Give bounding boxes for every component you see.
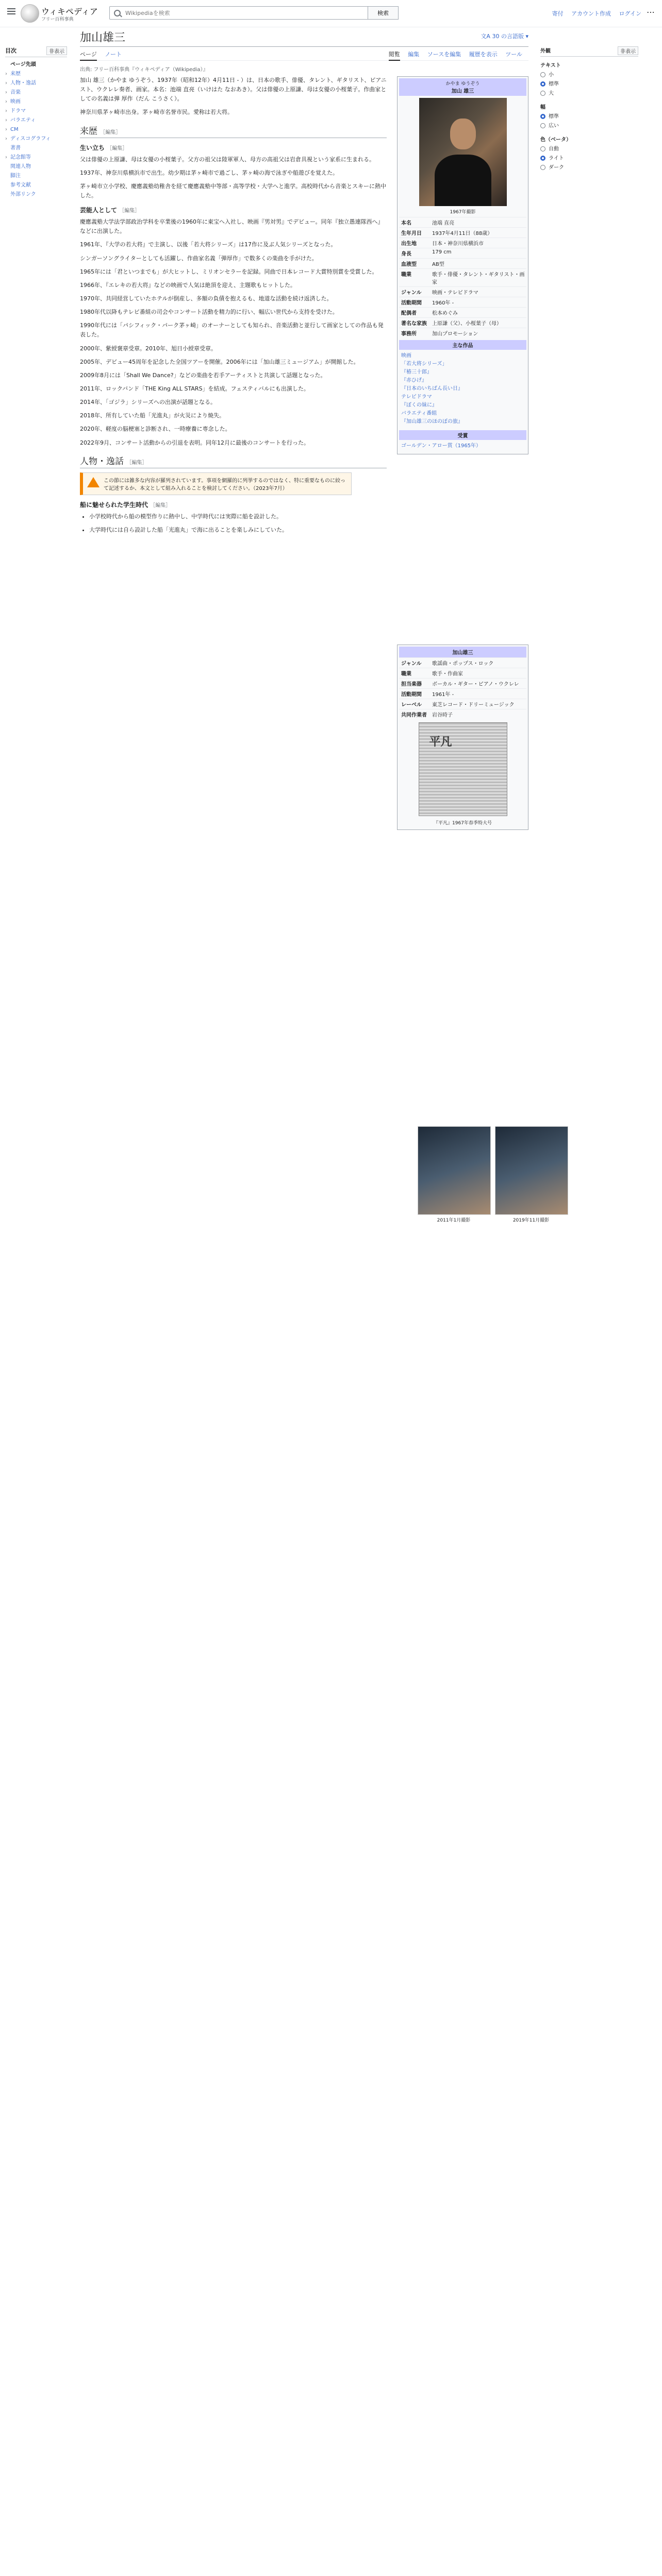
toc-item-label: 関連人物 — [10, 164, 31, 170]
radio-icon[interactable] — [540, 81, 545, 87]
infobox-row — [399, 258, 526, 268]
heading-text: 船に魅せられた学生時代 — [80, 501, 148, 509]
more-icon[interactable]: ⋯ — [647, 7, 655, 17]
toc-item-label: 音楽 — [10, 90, 21, 95]
infobox-row — [399, 297, 526, 307]
notice-text: この節には雑多な内容が羅列されています。事項を網羅的に列挙するのではなく、特に重要なものに絞って記述するか、本文として組み入れることを検討してください。（2023年7月） — [104, 478, 345, 492]
music-infobox-row — [399, 657, 526, 668]
option-label: ライト — [549, 156, 564, 161]
infobox-row — [399, 307, 526, 317]
search-button[interactable]: 検索 — [368, 6, 399, 20]
search-box — [109, 6, 398, 20]
paragraph: 2009年8月には「Shall We Dance?」などの楽曲を若手アーティストと共演して話題となった。 — [80, 371, 326, 379]
article-sections — [80, 124, 387, 535]
paragraph: 茅ヶ崎市立小学校、慶應義塾幼稚舎を経て慶應義塾中等部・高等学校・大学へと進学。高校時代から音楽とスキーに熱中した。 — [80, 182, 386, 199]
appearance-title — [540, 46, 638, 57]
toc-list — [5, 60, 67, 199]
infobox-name: 加山 雄三 — [451, 89, 474, 94]
music-infobox-value: 岩谷時子 — [432, 713, 453, 718]
tagline: フリー百科事典 — [41, 17, 74, 22]
toc-item-label: 映画 — [10, 99, 21, 105]
create-account-link[interactable]: アカウント作成 — [571, 10, 611, 17]
chevron-icon: › — [5, 136, 7, 142]
infobox-key: 活動期間 — [401, 300, 422, 306]
appearance-option[interactable] — [540, 80, 638, 89]
music-infobox-row — [399, 678, 526, 688]
infobox-key: 配偶者 — [401, 311, 417, 316]
infobox-value: 日本・神奈川県横浜市 — [432, 241, 484, 247]
infobox-value: AB型 — [432, 262, 444, 267]
page-title: 加山雄三 — [80, 31, 126, 44]
music-infobox-key: レーベル — [401, 702, 422, 708]
infobox-kana: かやま ゆうぞう — [445, 81, 480, 87]
tab-edit[interactable]: 編集 — [408, 51, 420, 58]
infobox-row — [399, 328, 526, 338]
option-label: 標準 — [549, 114, 559, 120]
header-links — [546, 9, 641, 18]
photo-caption: 1967年撮影 — [450, 210, 476, 215]
toc-item[interactable] — [5, 172, 67, 181]
tab-talk[interactable]: ノート — [105, 51, 122, 58]
infobox-key: 本名 — [401, 221, 411, 226]
warning-icon — [87, 477, 100, 487]
appearance-option[interactable] — [540, 154, 638, 163]
music-infobox-value: 歌謡曲・ポップス・ロック — [432, 661, 494, 667]
music-infobox-key: 活動期間 — [401, 692, 422, 698]
paragraph: 1970年、共同経営していたホテルが倒産し、多額の負債を抱えるも、地道な活動を続け返済した。 — [80, 295, 333, 302]
menu-icon[interactable] — [7, 8, 15, 14]
toc-item[interactable] — [5, 162, 67, 172]
paragraph: 2014年、「ゴジラ」シリーズへの出演が話題となる。 — [80, 399, 216, 406]
edit-link[interactable]: ［編集］ — [126, 460, 147, 466]
magazine-caption: 『平凡』1967年春季特大号 — [434, 821, 492, 826]
tab-edit-source[interactable]: ソースを編集 — [427, 51, 461, 58]
toc-title-text: 目次 — [5, 47, 16, 54]
search-icon — [114, 10, 121, 16]
section-heading — [80, 124, 387, 138]
language-count: 30 の言語版 — [492, 33, 524, 40]
language-button[interactable]: 文A 30 の言語版 ▾ — [481, 33, 528, 40]
radio-icon[interactable] — [540, 114, 545, 119]
infobox-row — [399, 238, 526, 248]
toc-item[interactable] — [5, 134, 67, 144]
infobox-key: 職業 — [401, 272, 411, 278]
toc-item[interactable] — [5, 88, 67, 97]
intro-paragraph: 神奈川県茅ヶ崎市出身。茅ヶ崎市名誉市民。愛称は若大将。 — [80, 109, 233, 116]
work-item[interactable]: 「若大将シリーズ」 — [401, 361, 448, 367]
heading-text: 人物・逸話 — [80, 456, 124, 467]
work-item[interactable]: 映画 — [401, 353, 411, 359]
heading-text: 芸能人として — [80, 207, 118, 214]
list-item: • 大学時代には自ら設計した船「光進丸」で海に出ることを楽しみにしていた。 — [89, 526, 387, 535]
works-header: 主な作品 — [399, 340, 526, 350]
option-label: ダーク — [549, 165, 564, 171]
radio-icon[interactable] — [540, 91, 545, 96]
toc-item[interactable] — [5, 79, 67, 88]
paragraph: 1965年には「君といつまでも」が大ヒットし、ミリオンセラーを記録。同曲で日本レコード大賞特別賞を受賞した。 — [80, 268, 378, 275]
magazine-photo[interactable] — [419, 722, 507, 816]
work-item[interactable]: 『日本のいちばん長い日』 — [401, 386, 463, 392]
option-label: 広い — [549, 123, 559, 129]
infobox-key: 出生地 — [401, 241, 417, 247]
infobox-row — [399, 227, 526, 238]
music-infobox — [397, 645, 528, 830]
paragraph: シンガーソングライターとしても活躍し、作曲家名義「弾厚作」で数多くの楽曲を手がけた。 — [80, 255, 318, 262]
appearance-option[interactable] — [540, 163, 638, 173]
toc-item[interactable] — [5, 125, 67, 134]
toc-item[interactable] — [5, 107, 67, 116]
music-infobox-key: 共同作業者 — [401, 713, 427, 718]
toc-item-label: 人物・逸話 — [10, 80, 36, 86]
infobox-value: 映画・テレビドラマ — [432, 290, 478, 296]
paragraph: 1990年代には「パシフィック・パーク茅ヶ崎」のオーナーとしても知られ、音楽活動と並行して画家としての作品も発表した。 — [80, 322, 384, 338]
radio-icon[interactable] — [540, 72, 545, 77]
music-infobox-row — [399, 688, 526, 699]
section-heading — [80, 206, 387, 214]
edit-link[interactable]: ［編集］ — [107, 145, 128, 151]
tab-tools[interactable]: ツール — [505, 51, 522, 58]
infobox-row — [399, 248, 526, 258]
photo-2011-caption: 2011年1月撮影 — [437, 1218, 471, 1223]
work-item[interactable]: 『ぼくの妹に』 — [401, 402, 437, 408]
infobox-value: 池端 直亮 — [432, 221, 455, 226]
infobox-header — [399, 78, 526, 96]
toc-item[interactable] — [5, 97, 67, 107]
edit-link[interactable]: ［編集］ — [150, 502, 171, 509]
chevron-icon: › — [5, 108, 7, 114]
paragraph: 1961年、『大学の若大将』で主演し、以後「若大将シリーズ」は17作に及ぶ人気シリーズとなった。 — [80, 241, 337, 248]
appearance-option[interactable] — [540, 89, 638, 98]
infobox-row — [399, 217, 526, 227]
music-infobox-row — [399, 668, 526, 678]
music-infobox-key: 職業 — [401, 671, 411, 677]
toc-item[interactable] — [5, 144, 67, 153]
option-label: 大 — [549, 91, 554, 96]
music-infobox-key: ジャンル — [401, 661, 422, 667]
chevron-icon: › — [5, 80, 7, 86]
appearance-groups — [540, 61, 638, 173]
toc-item[interactable] — [5, 116, 67, 125]
toc-item-label: 著書 — [10, 145, 21, 151]
music-infobox-value: ボーカル・ギター・ピアノ・ウクレレ — [432, 682, 519, 687]
music-infobox-value: 東芝レコード・ドリーミュージック — [432, 702, 515, 708]
source-line: 出典: フリー百科事典『ウィキペディア（Wikipedia）』 — [80, 67, 208, 73]
option-label: 自動 — [549, 146, 559, 152]
music-infobox-value: 歌手・作曲家 — [432, 671, 463, 677]
chevron-icon: › — [5, 71, 7, 77]
photo-2019-caption: 2019年11月撮影 — [512, 1218, 550, 1223]
section-heading — [80, 143, 387, 152]
login-link[interactable]: ログイン — [619, 10, 641, 17]
radio-icon[interactable] — [540, 156, 545, 161]
toc-item-label: 記念館等 — [10, 155, 31, 160]
paragraph: 1980年代以降もテレビ番組の司会やコンサート活動を精力的に行い、幅広い世代から支持を受けた。 — [80, 309, 338, 316]
infobox-key: 事務所 — [401, 331, 417, 337]
infobox-row — [399, 317, 526, 328]
toc-item-label: 外部リンク — [10, 192, 36, 197]
paragraph: 2020年、軽度の脳梗塞と診断され、一時療養に専念した。 — [80, 426, 231, 433]
infobox-value: 1960年 - — [432, 300, 454, 306]
photo-2011[interactable] — [418, 1126, 491, 1215]
page-tabs — [80, 47, 528, 61]
infobox-key: 著名な家族 — [401, 321, 427, 327]
infobox-row — [399, 286, 526, 297]
wikipedia-globe-logo[interactable] — [21, 4, 39, 23]
photo-2019[interactable] — [495, 1126, 568, 1215]
infobox-rows — [399, 217, 526, 338]
award-header: 受賞 — [399, 430, 526, 440]
works-list — [399, 350, 526, 428]
toc-item[interactable] — [5, 60, 67, 70]
infobox-key: 生年月日 — [401, 231, 422, 236]
toc-sidebar — [5, 46, 67, 199]
list-item: • 小学校時代から船の模型作りに熱中し、中学時代には実際に船を設計した。 — [89, 512, 387, 521]
option-label: 標準 — [549, 81, 559, 87]
donate-link[interactable]: 寄付 — [552, 10, 564, 17]
toc-item-label: 脚注 — [10, 173, 21, 179]
bullet-list — [89, 526, 387, 535]
radio-icon[interactable] — [540, 146, 545, 151]
music-infobox-header: 加山雄三 — [399, 647, 526, 657]
appearance-group-title: テキスト — [540, 63, 561, 69]
toc-item-label: ドラマ — [10, 108, 26, 114]
toc-item-label: ページ先頭 — [10, 62, 36, 67]
paragraph: 2022年9月、コンサート活動からの引退を表明。同年12月に最後のコンサートを行った。 — [80, 439, 309, 446]
appearance-group-title: 色（ベータ） — [540, 137, 571, 143]
work-item[interactable]: バラエティ番組 — [401, 411, 437, 416]
toc-item[interactable] — [5, 153, 67, 162]
toc-item[interactable] — [5, 190, 67, 199]
tab-read[interactable]: 閲覧 — [389, 51, 400, 61]
heading-text: 来歴 — [80, 126, 97, 137]
music-infobox-key: 担当楽器 — [401, 682, 422, 687]
toc-item-label: バラエティ — [10, 117, 36, 123]
paragraph: 慶應義塾大学法学部政治学科を卒業後の1960年に東宝へ入社し、映画『男対男』でデビュー。同年『独立愚連隊西へ』などに出演した。 — [80, 218, 384, 235]
tab-article[interactable]: ページ — [80, 51, 97, 61]
music-infobox-row — [399, 709, 526, 719]
toc-item-label: 来歴 — [10, 71, 21, 77]
option-label: 小 — [549, 72, 554, 78]
work-item[interactable]: 『赤ひげ』 — [401, 378, 427, 383]
section-heading — [80, 500, 387, 509]
toc-hide-button[interactable]: 非表示 — [46, 46, 67, 55]
edit-link[interactable]: ［編集］ — [119, 208, 140, 214]
site-header — [0, 0, 662, 27]
infobox-row — [399, 268, 526, 286]
toc-title — [5, 46, 67, 57]
appearance-option[interactable] — [540, 122, 638, 131]
appearance-title-text: 外観 — [540, 48, 551, 54]
infobox-key: 血液型 — [401, 262, 417, 267]
paragraph: 1937年、神奈川県横浜市で出生。幼少期は茅ヶ崎市で過ごし、茅ヶ崎の海で泳ぎや船遊びを覚えた。 — [80, 169, 338, 176]
appearance-group-title: 幅 — [540, 105, 545, 110]
paragraph: 2005年、デビュー45周年を記念した全国ツアーを開催。2006年には「加山雄三ミュージアム」が開館した。 — [80, 358, 359, 365]
magazine-title: 平凡 — [429, 736, 452, 749]
infobox-value: 上原謙（父）、小桜葉子（母） — [432, 321, 502, 327]
bullet-list — [89, 512, 387, 521]
infobox-value: 歌手・俳優・タレント・ギタリスト・画家 — [432, 272, 525, 285]
toc-item[interactable] — [5, 70, 67, 79]
radio-icon[interactable] — [540, 123, 545, 128]
infobox-value: 179 cm — [432, 249, 452, 255]
appearance-panel — [540, 46, 638, 173]
music-infobox-value: 1961年 - — [432, 692, 454, 698]
toc-item-label: ディスコグラフィ — [10, 136, 51, 142]
radio-icon[interactable] — [540, 165, 545, 170]
toc-item-label: CM — [10, 127, 19, 132]
paragraph: 2011年、ロックバンド「THE King ALL STARS」を結成。フェスティバルにも出演した。 — [80, 385, 309, 392]
chevron-icon: › — [5, 90, 7, 95]
toc-item[interactable] — [5, 181, 67, 190]
title-row — [80, 29, 528, 47]
award-item[interactable]: ゴールデン・アロー賞（1965年） — [401, 443, 482, 449]
chevron-icon: › — [5, 127, 7, 132]
appearance-hide-button[interactable]: 非表示 — [618, 46, 638, 55]
music-infobox-row — [399, 699, 526, 709]
work-item[interactable]: 『椿三十郎』 — [401, 369, 432, 375]
work-item[interactable]: 『加山雄三のほのぼの旅』 — [401, 419, 463, 425]
article-body — [80, 76, 387, 535]
paragraph: 父は俳優の上原謙、母は女優の小桜葉子。父方の祖父は陸軍軍人、母方の高祖父は岩倉具視という家系に生まれる。 — [80, 156, 375, 163]
chevron-icon: › — [5, 99, 7, 105]
infobox-key: ジャンル — [401, 290, 422, 296]
infobox-value: 1937年4月11日（88歳） — [432, 231, 493, 236]
chevron-icon: › — [5, 155, 7, 160]
paragraph: 1966年、『エレキの若大将』などの映画で人気は絶頂を迎え、主題歌もヒットした。 — [80, 281, 296, 289]
intro-paragraph: 加山 雄三（かやま ゆうぞう、1937年（昭和12年）4月11日 - ）は、日本の歌手、俳優、タレント、ギタリスト、ピアニスト、ウクレレ奏者、画家。本名：池端 直亮（いけはた なおあき）。父は俳優の上原謙、母は女優の小桜葉子。作曲家としての名義は弾 厚作（だん こうさく）。 — [80, 77, 387, 103]
paragraph: 2018年、所有していた船「光進丸」が火災により焼失。 — [80, 412, 225, 419]
heading-text: 生い立ち — [80, 144, 105, 151]
wordmark[interactable]: ウィキペディア — [41, 7, 98, 16]
section-heading — [80, 454, 387, 468]
paragraph: 2000年、紫綬褒章受章。2010年、旭日小綬章受章。 — [80, 345, 217, 352]
infobox-value: 松本めぐみ — [432, 311, 458, 316]
infobox-value: 加山プロモーション — [432, 331, 478, 337]
edit-link[interactable]: ［編集］ — [100, 129, 121, 135]
infobox — [397, 76, 528, 454]
work-item[interactable]: テレビドラマ — [401, 394, 432, 400]
appearance-option[interactable] — [540, 145, 638, 154]
chevron-icon: › — [5, 117, 7, 123]
appearance-option[interactable] — [540, 71, 638, 80]
notice-box — [80, 472, 352, 495]
infobox-key: 身長 — [401, 251, 411, 257]
portrait-photo[interactable] — [419, 98, 507, 206]
music-infobox-rows — [399, 657, 526, 719]
tab-history[interactable]: 履歴を表示 — [469, 51, 498, 58]
appearance-option[interactable] — [540, 112, 638, 122]
search-input[interactable] — [124, 9, 353, 17]
toc-item-label: 参考文献 — [10, 182, 31, 188]
